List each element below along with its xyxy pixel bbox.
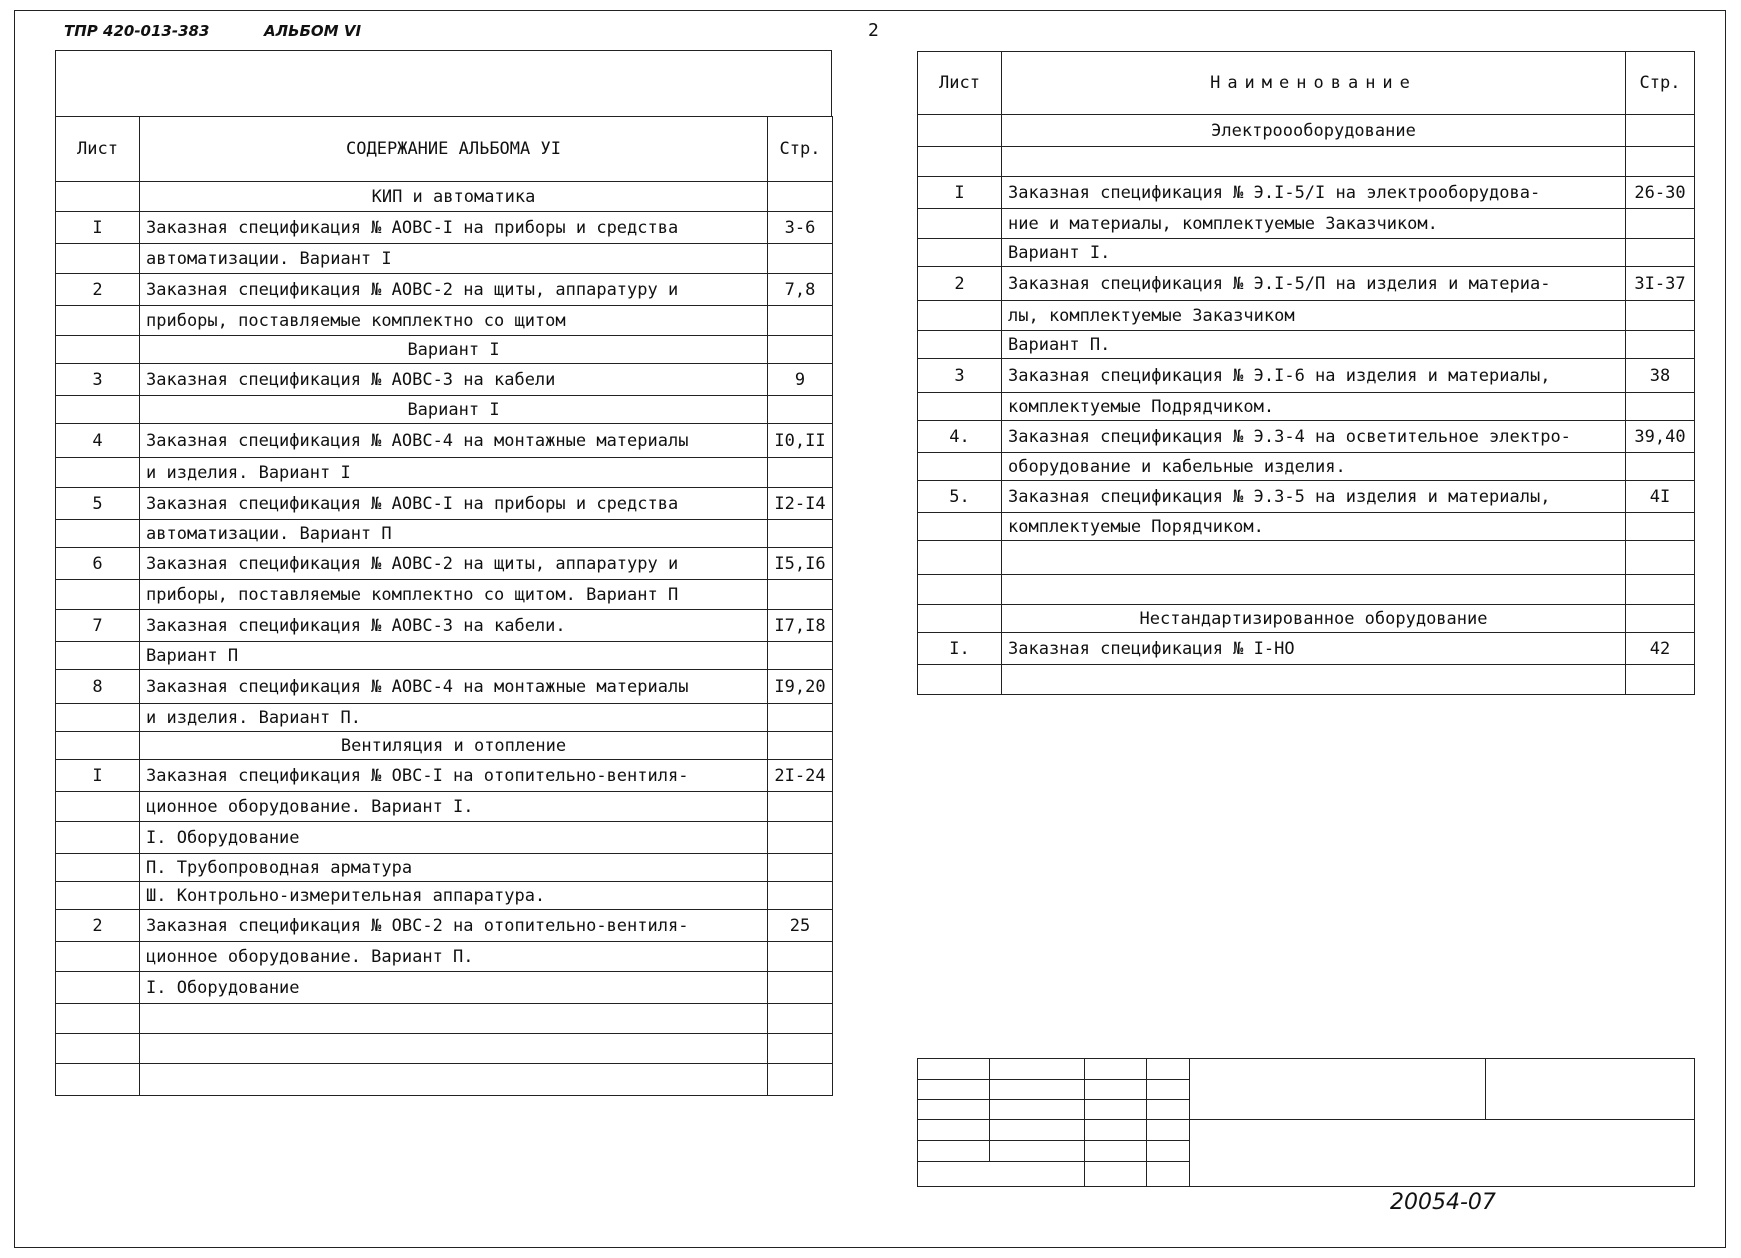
sheet-cell xyxy=(56,1004,140,1034)
sheet-cell xyxy=(56,854,140,882)
title-cell: автоматизации. Вариант П xyxy=(140,520,768,548)
page-cell xyxy=(768,1004,833,1034)
table-row xyxy=(56,212,833,244)
page-cell: 38 xyxy=(1626,359,1695,393)
table-row xyxy=(918,177,1695,209)
page-cell xyxy=(1626,393,1695,421)
page-cell xyxy=(768,792,833,822)
title-cell: приборы, поставляемые комплектно со щитом xyxy=(140,306,768,336)
sheet-cell xyxy=(918,115,1002,147)
table-row xyxy=(918,239,1695,267)
sheet-cell xyxy=(56,182,140,212)
title-cell: Заказная спецификация № Э.3-5 на изделия и материалы, xyxy=(1002,481,1626,513)
table-row xyxy=(918,633,1695,665)
page-cell: 3-6 xyxy=(768,212,833,244)
page-cell: I2-I4 xyxy=(768,488,833,520)
sheet-cell xyxy=(918,239,1002,267)
page-cell xyxy=(768,942,833,972)
page-cell xyxy=(768,642,833,670)
page-cell: 7,8 xyxy=(768,274,833,306)
left-table-top-strip xyxy=(55,50,832,116)
title-cell: ние и материалы, комплектуемые Заказчиком. xyxy=(1002,209,1626,239)
table-row xyxy=(56,182,833,212)
sheet-cell: 3 xyxy=(918,359,1002,393)
title-cell: Вариант П xyxy=(140,642,768,670)
page-cell: 3I-37 xyxy=(1626,267,1695,301)
col-page-header: Стр. xyxy=(768,117,833,182)
table-row xyxy=(56,910,833,942)
document-code: ТПР 420-013-383 xyxy=(64,22,210,40)
section-heading: Нестандартизированное оборудование xyxy=(1002,605,1626,633)
sheet-cell xyxy=(918,541,1002,575)
table-row xyxy=(918,665,1695,695)
table-row xyxy=(56,1034,833,1064)
sheet-cell xyxy=(56,520,140,548)
page-cell xyxy=(1626,453,1695,481)
table-row xyxy=(918,209,1695,239)
table-row xyxy=(918,359,1695,393)
title-cell: Вариант I. xyxy=(1002,239,1626,267)
page-cell: I7,I8 xyxy=(768,610,833,642)
sheet-cell xyxy=(56,732,140,760)
section-heading: Вентиляция и отопление xyxy=(140,732,768,760)
table-row xyxy=(56,548,833,580)
page-cell: 9 xyxy=(768,364,833,396)
title-cell: Заказная спецификация № Э.I-5/П на изделия и материа- xyxy=(1002,267,1626,301)
table-row xyxy=(56,942,833,972)
page-cell xyxy=(768,882,833,910)
title-cell: Заказная спецификация № ОВС-2 на отопительно-вентиля- xyxy=(140,910,768,942)
sheet-cell: 2 xyxy=(918,267,1002,301)
title-cell: I. Оборудование xyxy=(140,972,768,1004)
page-cell: 4I xyxy=(1626,481,1695,513)
title-cell xyxy=(140,1064,768,1096)
page-cell xyxy=(768,822,833,854)
title-cell: Заказная спецификация № АОВС-4 на монтажные материалы xyxy=(140,424,768,458)
page-cell xyxy=(1626,147,1695,177)
page-cell: 26-30 xyxy=(1626,177,1695,209)
table-row xyxy=(56,732,833,760)
title-cell: П. Трубопроводная арматура xyxy=(140,854,768,882)
title-cell: оборудование и кабельные изделия. xyxy=(1002,453,1626,481)
sheet-cell: 4 xyxy=(56,424,140,458)
table-row xyxy=(56,364,833,396)
table-row xyxy=(56,760,833,792)
table-row xyxy=(918,393,1695,421)
title-cell: автоматизации. Вариант I xyxy=(140,244,768,274)
sheet-cell: 8 xyxy=(56,670,140,704)
col-sheet-header: Лист xyxy=(918,52,1002,115)
page-cell: I5,I6 xyxy=(768,548,833,580)
page-cell xyxy=(1626,115,1695,147)
page-cell xyxy=(768,520,833,548)
table-row xyxy=(918,421,1695,453)
table-row xyxy=(56,610,833,642)
drawing-number: 20054-07 xyxy=(1390,1190,1496,1215)
sheet-cell xyxy=(918,575,1002,605)
table-header-row xyxy=(918,52,1695,115)
page-cell xyxy=(1626,575,1695,605)
page-number: 2 xyxy=(868,20,879,41)
table-row xyxy=(56,336,833,364)
table-row xyxy=(56,642,833,670)
table-row xyxy=(918,481,1695,513)
sheet-cell xyxy=(56,244,140,274)
table-row xyxy=(918,605,1695,633)
table-row xyxy=(918,541,1695,575)
sheet-cell: 2 xyxy=(56,910,140,942)
sheet-cell xyxy=(918,393,1002,421)
title-block-stamp xyxy=(917,1058,1695,1187)
page-cell xyxy=(1626,209,1695,239)
page-cell xyxy=(768,336,833,364)
page-cell xyxy=(768,972,833,1004)
sheet-cell xyxy=(56,458,140,488)
section-heading: Вариант I xyxy=(140,336,768,364)
sheet-cell xyxy=(918,209,1002,239)
contents-table-right xyxy=(917,51,1695,695)
sheet-cell xyxy=(918,301,1002,331)
sheet-cell xyxy=(56,580,140,610)
sheet-cell: 4. xyxy=(918,421,1002,453)
col-title-header: Наименование xyxy=(1002,52,1626,115)
page-cell xyxy=(1626,541,1695,575)
page-cell: I0,II xyxy=(768,424,833,458)
page-cell xyxy=(1626,239,1695,267)
title-cell: комплектуемые Подрядчиком. xyxy=(1002,393,1626,421)
sheet-cell xyxy=(918,605,1002,633)
table-row xyxy=(918,453,1695,481)
title-cell: Вариант П. xyxy=(1002,331,1626,359)
table-row xyxy=(56,822,833,854)
page-cell xyxy=(768,854,833,882)
sheet-cell xyxy=(918,513,1002,541)
page-cell xyxy=(768,732,833,760)
page-cell xyxy=(1626,605,1695,633)
table-header-row xyxy=(56,117,833,182)
table-row xyxy=(918,267,1695,301)
table-row xyxy=(56,972,833,1004)
title-cell: Заказная спецификация № АОВС-2 на щиты, аппаратуру и xyxy=(140,548,768,580)
title-cell: приборы, поставляемые комплектно со щитом. Вариант П xyxy=(140,580,768,610)
title-cell xyxy=(1002,665,1626,695)
title-cell: и изделия. Вариант I xyxy=(140,458,768,488)
sheet-cell: 3 xyxy=(56,364,140,396)
title-cell: ционное оборудование. Вариант П. xyxy=(140,942,768,972)
sheet-cell xyxy=(56,336,140,364)
sheet-cell xyxy=(918,147,1002,177)
sheet-cell xyxy=(918,453,1002,481)
table-row xyxy=(56,704,833,732)
table-row xyxy=(56,670,833,704)
title-cell: лы, комплектуемые Заказчиком xyxy=(1002,301,1626,331)
sheet-cell: 6 xyxy=(56,548,140,580)
table-row xyxy=(918,147,1695,177)
sheet-cell xyxy=(918,665,1002,695)
table-row xyxy=(56,580,833,610)
table-row xyxy=(56,882,833,910)
sheet-cell: 5. xyxy=(918,481,1002,513)
table-row xyxy=(56,458,833,488)
col-title-header: СОДЕРЖАНИЕ АЛЬБОМА УI xyxy=(140,117,768,182)
page-cell xyxy=(768,396,833,424)
title-cell: и изделия. Вариант П. xyxy=(140,704,768,732)
table-row xyxy=(918,513,1695,541)
page-cell: 39,40 xyxy=(1626,421,1695,453)
sheet-cell xyxy=(56,822,140,854)
table-row xyxy=(56,792,833,822)
table-row xyxy=(56,520,833,548)
table-row xyxy=(918,301,1695,331)
table-row xyxy=(918,575,1695,605)
table-row xyxy=(918,331,1695,359)
sheet-cell xyxy=(56,882,140,910)
page-cell xyxy=(768,580,833,610)
page-cell xyxy=(1626,513,1695,541)
page-cell xyxy=(768,704,833,732)
title-cell: I. Оборудование xyxy=(140,822,768,854)
sheet-cell: I. xyxy=(918,633,1002,665)
sheet-cell xyxy=(56,396,140,424)
table-row xyxy=(56,424,833,458)
table-row xyxy=(918,115,1695,147)
sheet-cell: I xyxy=(56,212,140,244)
page-cell xyxy=(768,306,833,336)
sheet-cell xyxy=(918,331,1002,359)
page-cell xyxy=(768,1064,833,1096)
col-page-header: Стр. xyxy=(1626,52,1695,115)
title-cell: Заказная спецификация № АОВС-4 на монтажные материалы xyxy=(140,670,768,704)
title-cell xyxy=(1002,541,1626,575)
table-row xyxy=(56,488,833,520)
sheet-cell xyxy=(56,792,140,822)
title-cell xyxy=(140,1004,768,1034)
title-cell xyxy=(1002,575,1626,605)
album-label: АЛЬБОМ VI xyxy=(264,22,362,40)
sheet-cell xyxy=(56,1034,140,1064)
section-heading: Вариант I xyxy=(140,396,768,424)
table-row xyxy=(56,306,833,336)
page-cell: 2I-24 xyxy=(768,760,833,792)
title-cell: Заказная спецификация № АОВС-2 на щиты, аппаратуру и xyxy=(140,274,768,306)
title-cell: Заказная спецификация № АОВС-3 на кабели xyxy=(140,364,768,396)
table-row xyxy=(56,1004,833,1034)
title-cell: Заказная спецификация № АОВС-I на приборы и средства xyxy=(140,488,768,520)
sheet-cell: 5 xyxy=(56,488,140,520)
title-cell: Заказная спецификация № Э.3-4 на осветительное электро- xyxy=(1002,421,1626,453)
table-row xyxy=(56,244,833,274)
table-row xyxy=(56,1064,833,1096)
title-cell: комплектуемые Порядчиком. xyxy=(1002,513,1626,541)
sheet-cell xyxy=(56,972,140,1004)
title-cell: Заказная спецификация № АОВС-3 на кабели. xyxy=(140,610,768,642)
sheet-cell xyxy=(56,306,140,336)
title-cell: Заказная спецификация № I-НО xyxy=(1002,633,1626,665)
title-cell: Заказная спецификация № АОВС-I на приборы и средства xyxy=(140,212,768,244)
title-cell xyxy=(1002,147,1626,177)
title-cell: Заказная спецификация № Э.I-6 на изделия и материалы, xyxy=(1002,359,1626,393)
page-cell xyxy=(768,1034,833,1064)
page-cell: 42 xyxy=(1626,633,1695,665)
title-cell xyxy=(140,1034,768,1064)
sheet-cell xyxy=(56,704,140,732)
sheet-cell xyxy=(56,1064,140,1096)
table-row xyxy=(56,396,833,424)
sheet-cell xyxy=(56,642,140,670)
title-cell: Заказная спецификация № ОВС-I на отопительно-вентиля- xyxy=(140,760,768,792)
table-row xyxy=(56,274,833,306)
page-cell xyxy=(768,182,833,212)
page-cell xyxy=(768,458,833,488)
section-heading: Электроооборудование xyxy=(1002,115,1626,147)
page-cell xyxy=(1626,301,1695,331)
page-cell xyxy=(768,244,833,274)
sheet-cell: 2 xyxy=(56,274,140,306)
page-cell xyxy=(1626,331,1695,359)
title-cell: Заказная спецификация № Э.I-5/I на электрооборудова- xyxy=(1002,177,1626,209)
section-heading: КИП и автоматика xyxy=(140,182,768,212)
title-cell: Ш. Контрольно-измерительная аппаратура. xyxy=(140,882,768,910)
page-cell: 25 xyxy=(768,910,833,942)
sheet-cell: I xyxy=(56,760,140,792)
sheet-cell: I xyxy=(918,177,1002,209)
contents-table-left xyxy=(55,116,833,1096)
table-row xyxy=(56,854,833,882)
sheet-cell xyxy=(56,942,140,972)
col-sheet-header: Лист xyxy=(56,117,140,182)
sheet-cell: 7 xyxy=(56,610,140,642)
page-cell: I9,20 xyxy=(768,670,833,704)
title-cell: ционное оборудование. Вариант I. xyxy=(140,792,768,822)
page-cell xyxy=(1626,665,1695,695)
